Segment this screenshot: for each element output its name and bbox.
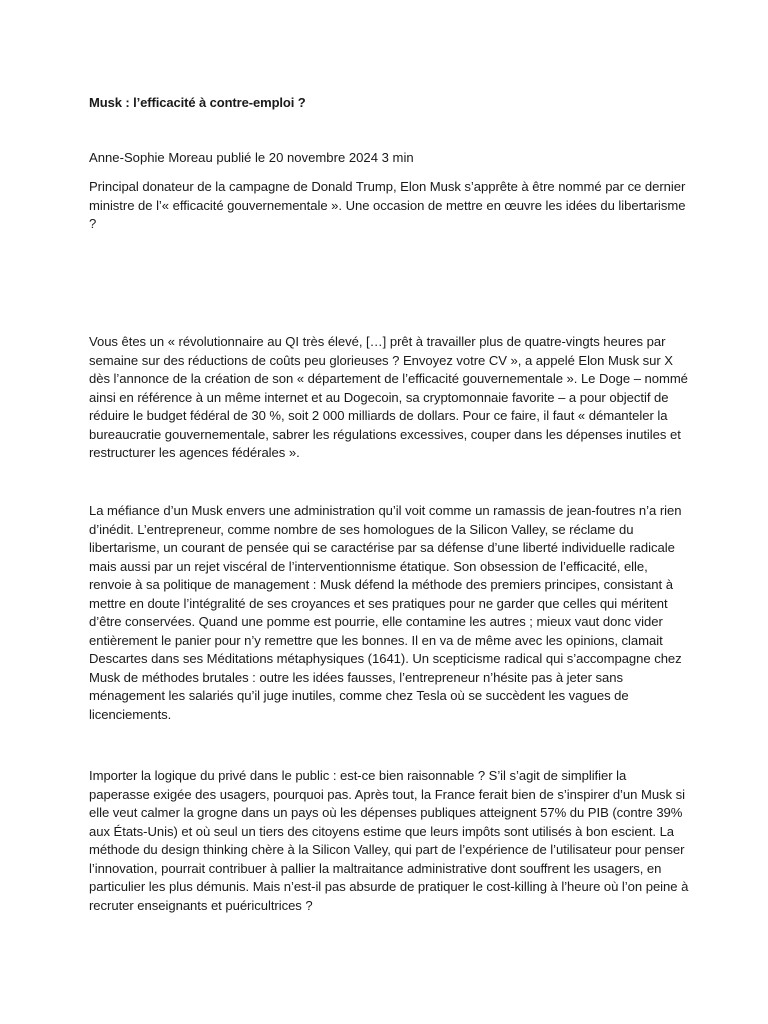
article-byline: Anne-Sophie Moreau publié le 20 novembre 2024 3 min [89, 150, 414, 165]
article-lede: Principal donateur de la campagne de Donald Trump, Elon Musk s’apprête à être nommé par ce dernier ministre de l’« efficacité gouvernementale ». Une occasion de mettre en œuvre les idées du libertarisme ? [89, 179, 686, 231]
article-paragraph-3: Importer la logique du privé dans le public : est-ce bien raisonnable ? S’il s’agit de simplifier la paperasse exigée des usagers, pourquoi pas. Après tout, la France ferait bien de s’inspirer d’un Musk si elle veut calmer la grogne dans un pays où les dépenses publiques atteignent 57% du PIB (contre 39% aux États-Unis) et où seul un tiers des citoyens estime que leurs impôts sont utilisés à bon escient. La méthode du design thinking chère à la Silicon Valley, qui part de l’expérience de l’utilisateur pour penser l’innovation, pourrait contribuer à pallier la maltraitance administrative dont souffrent les usagers, en particulier les plus démunis. Mais n’est-il pas absurde de pratiquer le cost-killing à l’heure où l’on peine à recruter enseignants et puéricultrices ? [89, 768, 689, 913]
document-page [89, 94, 689, 913]
article-title: Musk : l’efficacité à contre-emploi ? [89, 95, 306, 110]
article-paragraph-2: La méfiance d’un Musk envers une administration qu’il voit comme un ramassis de jean-foutres n’a rien d’inédit. L’entrepreneur, comme nombre de ses homologues de la Silicon Valley, se réclame du libertarisme, un courant de pensée qui se caractérise par sa défense d’une liberté individuelle radicale mais aussi par un rejet viscéral de l’interventionnisme étatique. Son obsession de l’efficacité, elle, renvoie à sa politique de management : Musk défend la méthode des premiers principes, consistant à mettre en doute l’intégralité de ses croyances et ses pratiques pour ne garder que celles qui méritent d’être conservées. Quand une pomme est pourrie, elle contamine les autres ; mieux vaut donc vider entièrement le panier pour n’y remettre que les bonnes. Il en va de même avec les opinions, clamait Descartes dans ses Méditations métaphysiques (1641). Un scepticisme radical qui s’accompagne chez Musk de méthodes brutales : outre les idées fausses, l’entrepreneur n’hésite pas à jeter sans ménagement les salariés qu’il juge inutiles, comme chez Tesla où se succèdent les vagues de licenciements. [89, 503, 682, 722]
article-paragraph-1: Vous êtes un « révolutionnaire au QI très élevé, […] prêt à travailler plus de quatre-vingts heures par semaine sur des réductions de coûts peu glorieuses ? Envoyez votre CV », a appelé Elon Musk sur X dès l’annonce de la création de son « département de l’efficacité gouvernementale ». Le Doge – nommé ainsi en référence à un même internet et au Dogecoin, sa cryptomonnaie favorite – a pour objectif de réduire le budget fédéral de 30 %, soit 2 000 milliards de dollars. Pour ce faire, il faut « démanteler la bureaucratie gouvernementale, sabrer les régulations excessives, couper dans les dépenses inutiles et restructurer les agences fédérales ». [89, 334, 688, 460]
